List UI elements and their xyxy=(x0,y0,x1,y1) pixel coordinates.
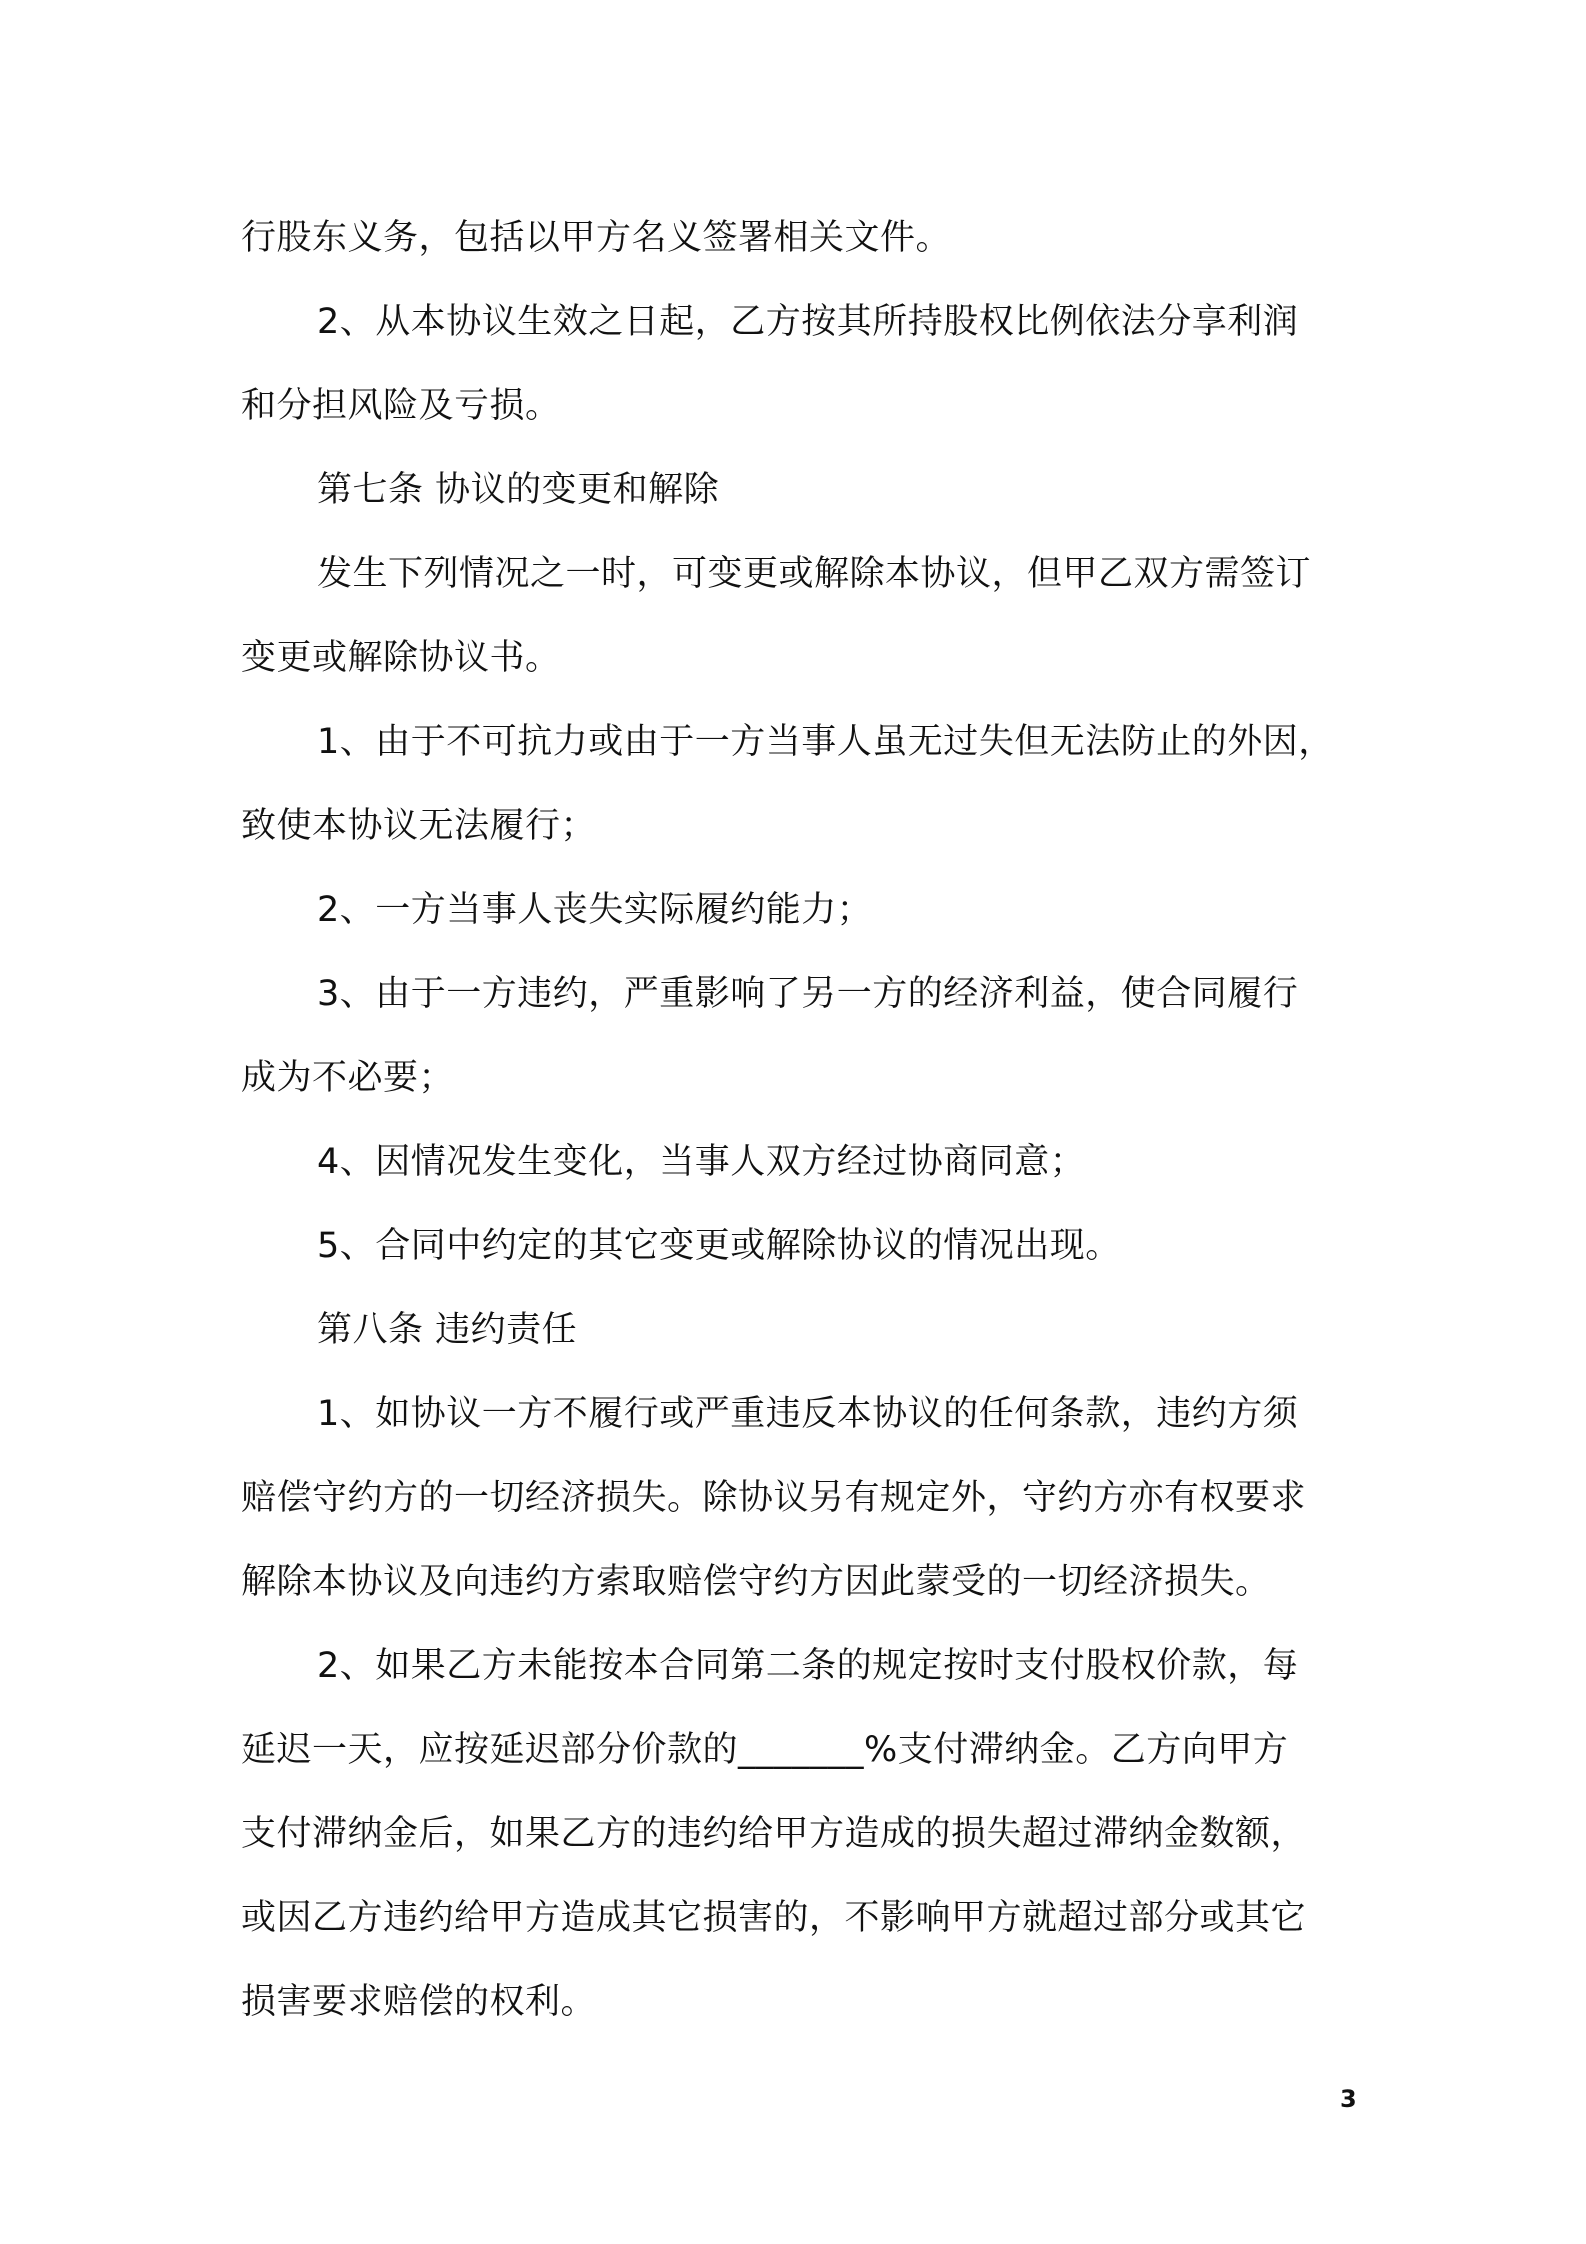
body-line: 4、因情况发生变化，当事人双方经过协商同意； xyxy=(317,1142,1086,1182)
body-line: 发生下列情况之一时，可变更或解除本协议，但甲乙双方需签订 xyxy=(317,554,1312,594)
body-line: 2、从本协议生效之日起，乙方按其所持股权比例依法分享利润 xyxy=(317,302,1299,342)
body-line: 行股东义务，包括以甲方名义签署相关文件。 xyxy=(241,218,952,258)
body-line: 变更或解除协议书。 xyxy=(241,638,561,678)
body-line: 3、由于一方违约，严重影响了另一方的经济利益，使合同履行 xyxy=(317,974,1299,1014)
body-line: 1、如协议一方不履行或严重违反本协议的任何条款，违约方须 xyxy=(317,1394,1299,1434)
body-line: 成为不必要； xyxy=(241,1058,455,1098)
body-line: 1、由于不可抗力或由于一方当事人虽无过失但无法防止的外因， xyxy=(317,722,1334,762)
body-line: 致使本协议无法履行； xyxy=(241,806,597,846)
body-line: 延迟一天，应按延迟部分价款的_______%支付滞纳金。乙方向甲方 xyxy=(241,1730,1289,1770)
document-body xyxy=(241,196,1361,2044)
body-line: 2、一方当事人丧失实际履约能力； xyxy=(317,890,873,930)
section-heading: 第八条 违约责任 xyxy=(317,1310,578,1350)
body-line: 支付滞纳金后，如果乙方的违约给甲方造成的损失超过滞纳金数额， xyxy=(241,1814,1307,1854)
body-line: 5、合同中约定的其它变更或解除协议的情况出现。 xyxy=(317,1226,1121,1266)
section-heading: 第七条 协议的变更和解除 xyxy=(317,470,720,510)
body-line: 或因乙方违约给甲方造成其它损害的，不影响甲方就超过部分或其它 xyxy=(241,1898,1307,1938)
body-line: 2、如果乙方未能按本合同第二条的规定按时支付股权价款，每 xyxy=(317,1646,1299,1686)
body-line: 解除本协议及向违约方索取赔偿守约方因此蒙受的一切经济损失。 xyxy=(241,1562,1271,1602)
body-line: 和分担风险及亏损。 xyxy=(241,386,561,426)
page-number: 3 xyxy=(1340,2085,1357,2113)
body-line: 损害要求赔偿的权利。 xyxy=(241,1982,597,2022)
body-line: 赔偿守约方的一切经济损失。除协议另有规定外，守约方亦有权要求 xyxy=(241,1478,1307,1518)
